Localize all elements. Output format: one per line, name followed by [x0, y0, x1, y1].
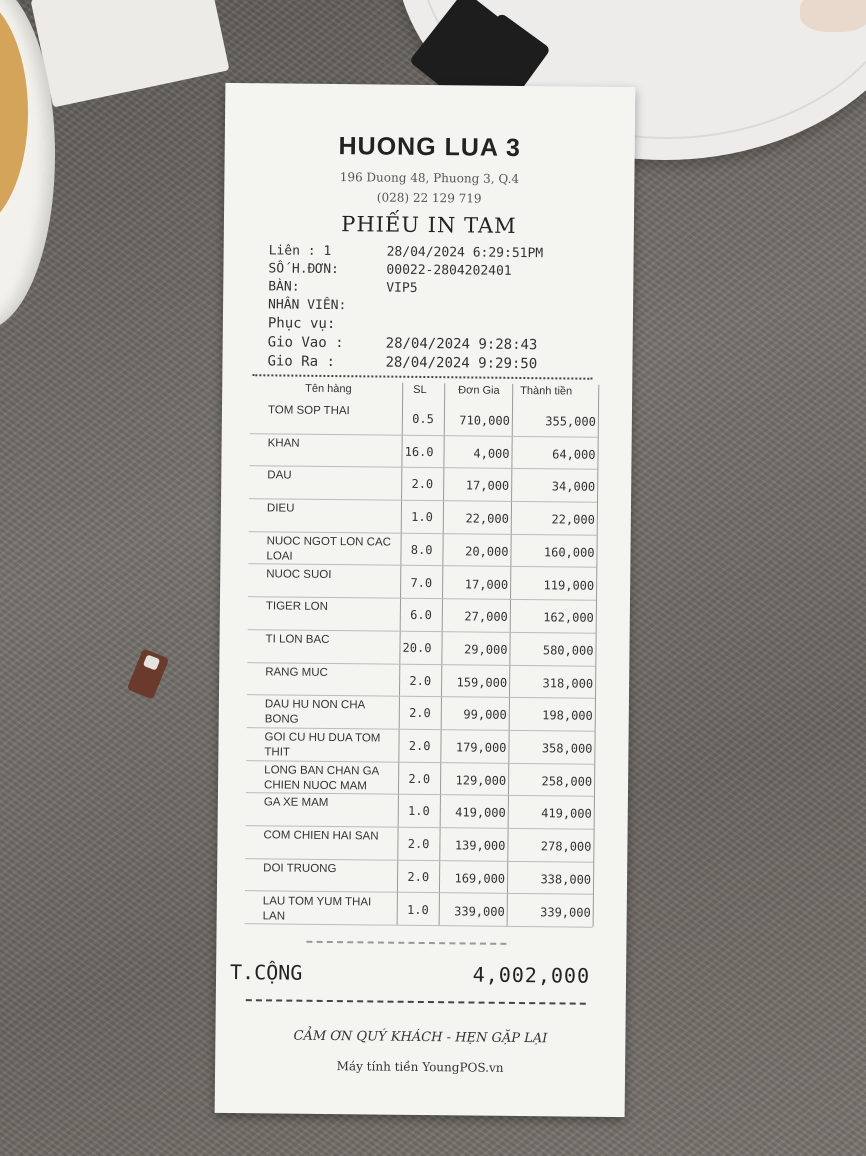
table-row: [247, 695, 595, 731]
info-line: [268, 334, 538, 353]
item-name: TOM SOP THAI: [267, 404, 350, 418]
item-price: 20,000: [465, 544, 509, 559]
item-price: 159,000: [456, 674, 508, 690]
info-label: Liên : 1: [268, 243, 332, 259]
item-qty: 2.0: [408, 738, 431, 754]
shop-name: HUONG LUA 3: [338, 132, 522, 162]
item-name: TI LON BAC: [265, 633, 330, 646]
item-price: 129,000: [455, 773, 507, 788]
item-amount: 339,000: [540, 904, 591, 920]
col-price-header: Đơn Gia: [458, 384, 500, 397]
table-row: [250, 401, 598, 437]
table-row: [245, 826, 593, 862]
receipt: [215, 83, 636, 1117]
table-row: [246, 794, 594, 830]
item-amount: 119,000: [543, 577, 595, 593]
info-line: [269, 243, 544, 261]
item-name: GOI CU HU DUA TOM THIT: [264, 731, 381, 759]
item-amount: 162,000: [543, 610, 594, 625]
table-header: [250, 381, 600, 403]
info-value: 28/04/2024 6:29:51PM: [386, 244, 544, 262]
item-name: NUOC NGOT LON CAC LOAI: [266, 535, 392, 563]
item-price: 139,000: [454, 838, 506, 853]
item-amount: 419,000: [541, 806, 592, 822]
table-row: [248, 565, 596, 601]
item-price: 710,000: [459, 413, 510, 428]
item-name: DIEU: [266, 502, 295, 515]
item-name: NUOC SUOI: [266, 567, 332, 581]
table-row: [249, 499, 597, 535]
item-price: 169,000: [454, 871, 506, 886]
col-qty-header: SL: [413, 383, 427, 397]
item-qty: 2.0: [408, 771, 431, 786]
info-label: Gio Vao :: [267, 334, 344, 352]
shop-address: 196 Duong 48, Phuong 3, Q.4: [339, 170, 520, 186]
item-amount: 358,000: [541, 741, 593, 756]
item-qty: 2.0: [409, 673, 432, 688]
item-qty: 2.0: [407, 836, 430, 852]
item-amount: 22,000: [551, 512, 595, 527]
thank-you-message: CẢM ƠN QUÝ KHÁCH - HẸN GẶP LẠI: [293, 1028, 548, 1047]
item-amount: 198,000: [542, 708, 593, 724]
info-value: 28/04/2024 9:29:50: [385, 354, 538, 373]
item-name: DOI TRUONG: [263, 862, 337, 875]
info-label: NHÂN VIÊN:: [268, 297, 347, 314]
item-qty: 2.0: [409, 706, 431, 721]
powered-by: Máy tính tiền YoungPOS.vn: [336, 1059, 504, 1075]
item-amount: 34,000: [551, 479, 596, 495]
item-amount: 258,000: [541, 773, 593, 789]
item-amount: 355,000: [545, 414, 596, 429]
item-qty: 1.0: [406, 902, 429, 917]
document-title: PHIẾU IN TAM: [341, 212, 517, 238]
item-qty: 2.0: [407, 869, 430, 884]
item-name: KHAN: [267, 437, 300, 450]
item-amount: 318,000: [542, 675, 594, 691]
item-name: RANG MUC: [265, 665, 328, 679]
divider: [252, 374, 592, 380]
table-row: [247, 630, 595, 666]
total-label: T.CỘNG: [229, 959, 303, 985]
col-amount-header: Thành tiền: [520, 384, 573, 398]
shop-phone: (028) 22 129 719: [376, 190, 482, 206]
item-qty: 7.0: [410, 575, 433, 590]
item-price: 17,000: [465, 478, 510, 494]
item-amount: 580,000: [542, 643, 594, 658]
table-row: [249, 467, 597, 503]
table-row: [246, 761, 594, 797]
item-amount: 64,000: [552, 447, 596, 462]
info-value: 00022-2804202401: [386, 262, 512, 279]
info-label: SỐ H.ĐƠN:: [268, 261, 339, 278]
total-value: 4,002,000: [472, 962, 591, 988]
item-price: 22,000: [465, 511, 509, 526]
item-qty: 1.0: [408, 804, 430, 819]
item-qty: 8.0: [410, 542, 433, 557]
table-row: [248, 532, 596, 568]
item-price: 27,000: [464, 609, 508, 625]
table-row: [248, 597, 596, 633]
food-on-plate: [800, 0, 866, 32]
napkin: [31, 0, 230, 108]
item-name: COM CHIEN HAI SAN: [263, 829, 379, 843]
item-price: 419,000: [455, 805, 506, 821]
item-qty: 2.0: [411, 477, 434, 492]
info-value: 28/04/2024 9:28:43: [385, 335, 538, 354]
item-name: LONG BAN CHAN GA CHIEN NUOC MAM: [263, 764, 379, 793]
info-line: [267, 353, 537, 372]
total-line: [229, 959, 591, 988]
info-value: VIP5: [386, 280, 418, 296]
wrapper-scrap: [127, 648, 169, 699]
item-name: GA XE MAM: [263, 796, 329, 810]
info-label: Phục vụ:: [267, 315, 336, 333]
divider: [306, 941, 506, 945]
divider: [246, 999, 586, 1005]
item-name: LAU TOM YUM THAI LAN: [262, 894, 372, 923]
item-qty: 1.0: [411, 509, 433, 525]
item-qty: 16.0: [404, 444, 434, 459]
table-row: [249, 434, 597, 470]
item-qty: 0.5: [412, 411, 434, 427]
item-qty: 20.0: [402, 640, 432, 655]
info-line: [268, 315, 386, 332]
info-line: [268, 279, 417, 296]
item-name: DAU HU NON CHA BONG: [264, 698, 365, 726]
info-line: [268, 261, 511, 279]
table-row: [245, 892, 593, 928]
item-price: 339,000: [454, 903, 505, 919]
table-row: [245, 859, 593, 895]
table-row: [247, 663, 595, 699]
item-qty: 6.0: [410, 608, 432, 623]
item-price: 4,000: [473, 446, 510, 461]
item-price: 17,000: [464, 576, 509, 592]
item-price: 29,000: [464, 642, 508, 657]
col-name-header: Tên hàng: [305, 382, 352, 396]
info-line: [268, 297, 386, 313]
item-amount: 278,000: [540, 839, 592, 854]
info-label: Gio Ra :: [267, 353, 336, 371]
item-name: DAU: [267, 469, 292, 482]
table-row: [246, 728, 594, 764]
item-name: TIGER LON: [265, 600, 328, 614]
item-amount: 160,000: [543, 545, 595, 560]
item-amount: 338,000: [540, 872, 592, 887]
item-price: 179,000: [455, 740, 507, 755]
info-label: BÀN:: [268, 279, 300, 295]
item-price: 99,000: [463, 707, 507, 723]
